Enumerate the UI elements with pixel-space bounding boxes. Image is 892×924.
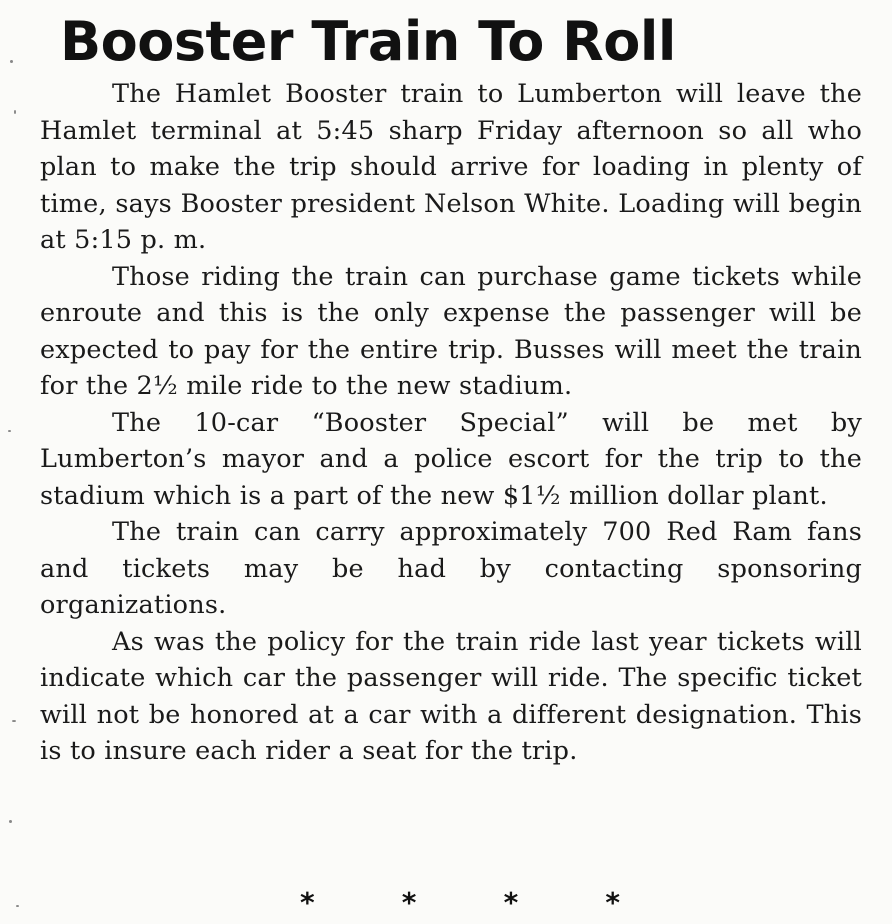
- section-separator: [300, 886, 620, 919]
- headline: Booster Train To Roll: [60, 10, 676, 73]
- print-speck: [16, 905, 19, 907]
- paragraph-3: The 10-car “Booster Special” will be met by Lumberton’s mayor and a police escort for the trip to the stadium which is a part of the new $1½ million dollar plant.: [40, 407, 862, 511]
- print-speck: [12, 720, 16, 722]
- paragraph-2: Those riding the train can purchase game tickets while enroute and this is the only expense the passenger will be expected to pay for the entire trip. Busses will meet the train for the 2½ mile ride to the new stadium.: [40, 261, 862, 401]
- separator-star: *: [300, 886, 315, 919]
- paragraph-4: The train can carry approximately 700 Red Ram fans and tickets may be had by contacting sponsoring organizations.: [40, 517, 862, 620]
- separator-star: *: [503, 886, 519, 919]
- print-speck: [8, 430, 11, 432]
- print-speck: [14, 110, 16, 114]
- article-body: [40, 76, 862, 770]
- print-speck: [10, 60, 13, 63]
- paragraph-5: As was the policy for the train ride last year tickets will indicate which car the passenger will ride. The specific ticket will not be honored at a car with a different designation. This is to insure each rider a seat for the trip.: [40, 626, 862, 766]
- print-speck: [9, 820, 12, 823]
- separator-star: *: [605, 886, 620, 919]
- paragraph-1: The Hamlet Booster train to Lumberton will leave the Hamlet terminal at 5:45 sharp Friday afternoon so all who plan to make the trip should arrive for loading in plenty of time, says Booster president Nelson White. Loading will begin at 5:15 p. m.: [40, 79, 862, 255]
- separator-star: *: [401, 886, 417, 919]
